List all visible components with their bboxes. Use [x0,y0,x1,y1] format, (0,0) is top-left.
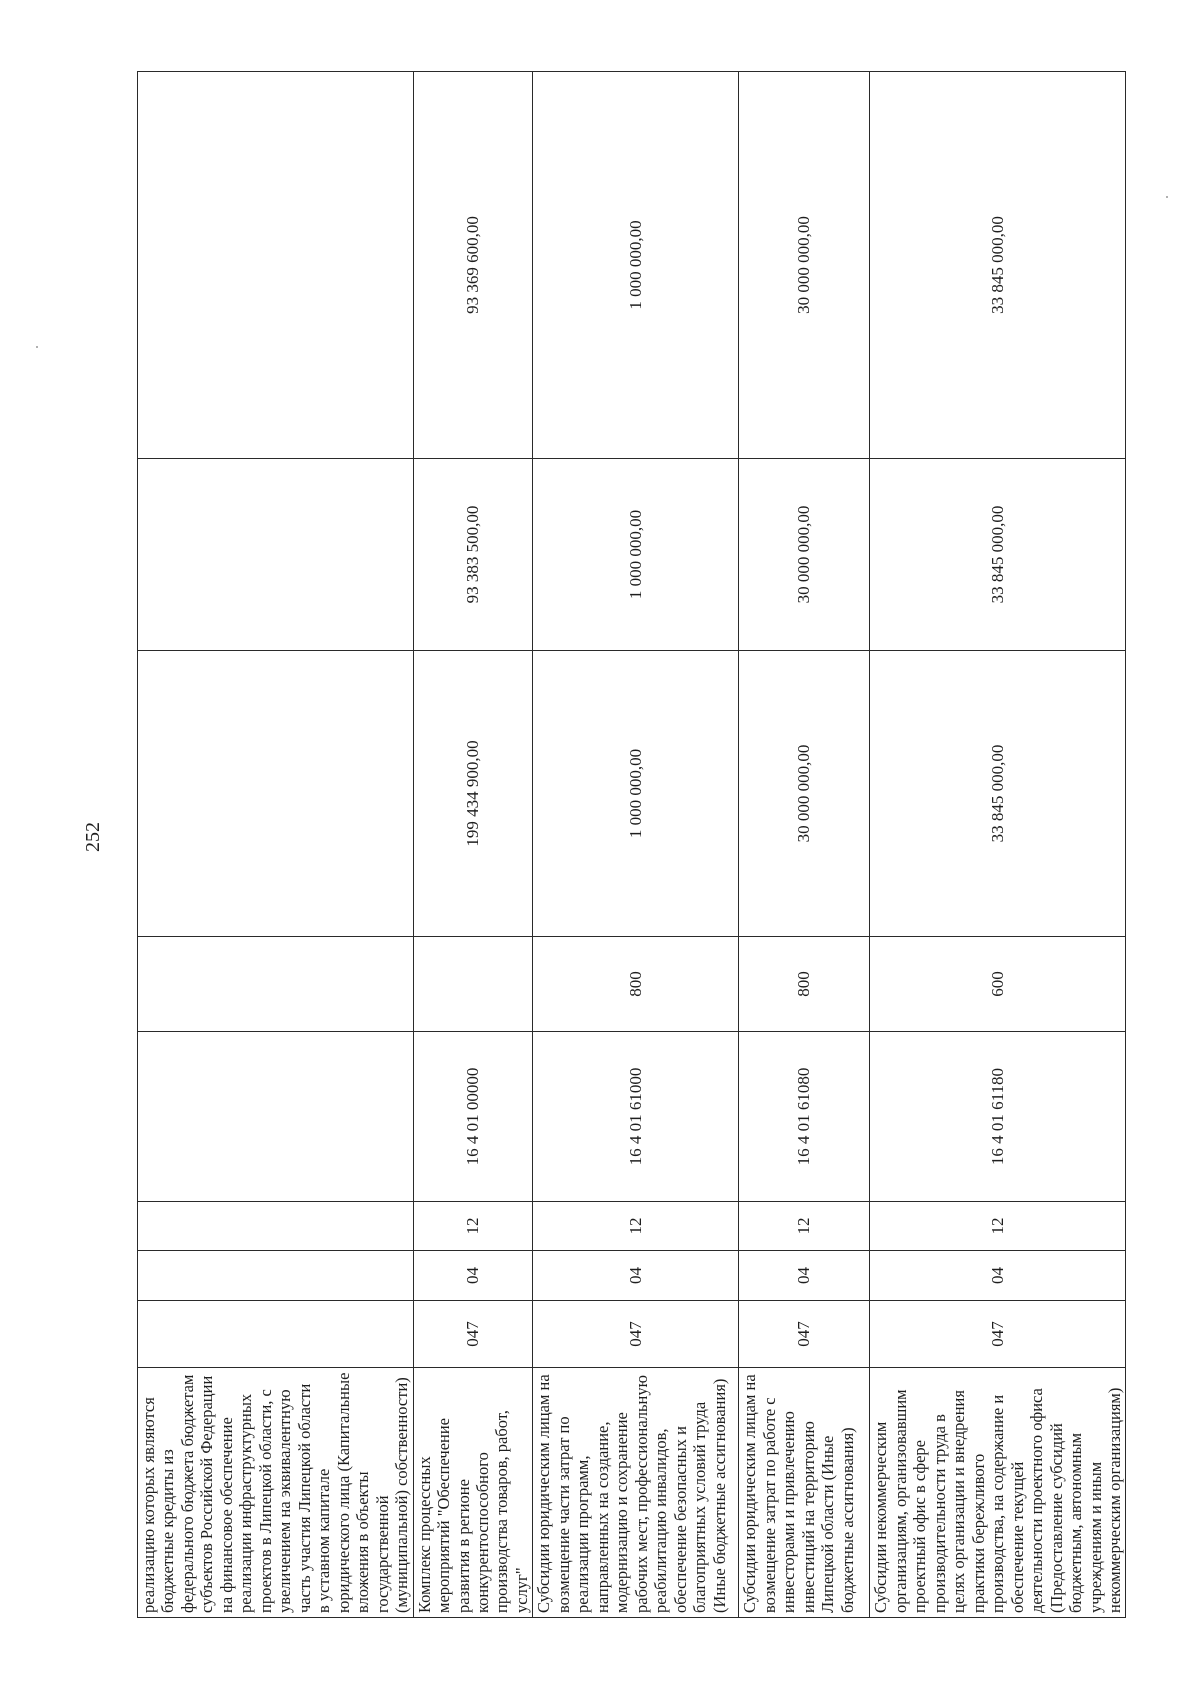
row-4-admin-code: 047 [739,1301,870,1368]
row-3-target-article: 16 4 01 61000 [533,1032,739,1202]
row-1-section [138,1251,414,1301]
row-3-amount-2: 1 000 000,00 [533,459,739,651]
table-row [413,72,533,1618]
table-row [533,72,739,1618]
row-2-amount-1: 199 434 900,00 [413,651,533,937]
budget-table [137,71,1126,1618]
row-2-subsection: 12 [413,1202,533,1251]
row-1-amount-1 [138,651,414,937]
row-3-expense-type: 800 [533,937,739,1032]
row-1-name: реализацию которых являются бюджетные кредиты из федерального бюджета бюджетам субъектов Российской Федерации на финансовое обеспечение реализации инфраструктурных проектов в Липецкой области, с увеличением на эквивалентную часть участия Липецкой области в уставном капитале юридического лица (Капитальные вложения в объекты государственной (муниципальной) собственности) [138,1368,414,1618]
scan-speck [36,346,38,348]
row-5-subsection: 12 [870,1202,1126,1251]
row-2-section: 04 [413,1251,533,1301]
row-4-amount-3: 30 000 000,00 [739,72,870,459]
row-4-amount-2: 30 000 000,00 [739,459,870,651]
page-number: 252 [82,822,104,852]
table-row [739,72,870,1618]
row-3-amount-3: 1 000 000,00 [533,72,739,459]
row-1-subsection [138,1202,414,1251]
row-4-amount-1: 30 000 000,00 [739,651,870,937]
row-5-section: 04 [870,1251,1126,1301]
table-row [870,72,1126,1618]
row-4-subsection: 12 [739,1202,870,1251]
row-5-amount-2: 33 845 000,00 [870,459,1126,651]
row-5-amount-3: 33 845 000,00 [870,72,1126,459]
row-2-amount-3: 93 369 600,00 [413,72,533,459]
row-3-name: Субсидии юридическим лицам на возмещение части затрат по реализации программ, направленных на создание, модернизацию и сохранение рабочих мест, профессиональную реабилитацию инвалидов, обеспечение безопасных и благоприятных условий труда (Иные бюджетные ассигнования) [533,1368,739,1618]
row-3-section: 04 [533,1251,739,1301]
row-4-name: Субсидии юридическим лицам на возмещение затрат по работе с инвесторами и привлечению инвестиций на территорию Липецкой области (Иные бюджетные ассигнования) [739,1368,870,1618]
row-2-expense-type [413,937,533,1032]
row-1-expense-type [138,937,414,1032]
row-5-admin-code: 047 [870,1301,1126,1368]
row-5-expense-type: 600 [870,937,1126,1032]
row-2-target-article: 16 4 01 00000 [413,1032,533,1202]
row-3-admin-code: 047 [533,1301,739,1368]
row-2-admin-code: 047 [413,1301,533,1368]
row-1-amount-2 [138,459,414,651]
budget-table-rotated [137,72,1124,1618]
table-row [138,72,414,1618]
row-5-name: Субсидии некоммерческим организациям, организовавшим проектный офис в сфере производительности труда в целях организации и внедрения практики бережливого производства, на содержание и обеспечение текущей деятельности проектного офиса (Предоставление субсидий бюджетным, автономным учреждениям и иным некоммерческим организациям) [870,1368,1126,1618]
row-5-amount-1: 33 845 000,00 [870,651,1126,937]
row-4-expense-type: 800 [739,937,870,1032]
scan-speck [1166,196,1168,198]
row-1-admin-code [138,1301,414,1368]
row-2-amount-2: 93 383 500,00 [413,459,533,651]
row-1-amount-3 [138,72,414,459]
row-5-target-article: 16 4 01 61180 [870,1032,1126,1202]
row-4-section: 04 [739,1251,870,1301]
row-2-name: Комплекс процессных мероприятий "Обеспечение развития в регионе конкурентоспособного производства товаров, работ, услуг" [413,1368,533,1618]
row-4-target-article: 16 4 01 61080 [739,1032,870,1202]
row-1-target-article [138,1032,414,1202]
row-3-amount-1: 1 000 000,00 [533,651,739,937]
row-3-subsection: 12 [533,1202,739,1251]
